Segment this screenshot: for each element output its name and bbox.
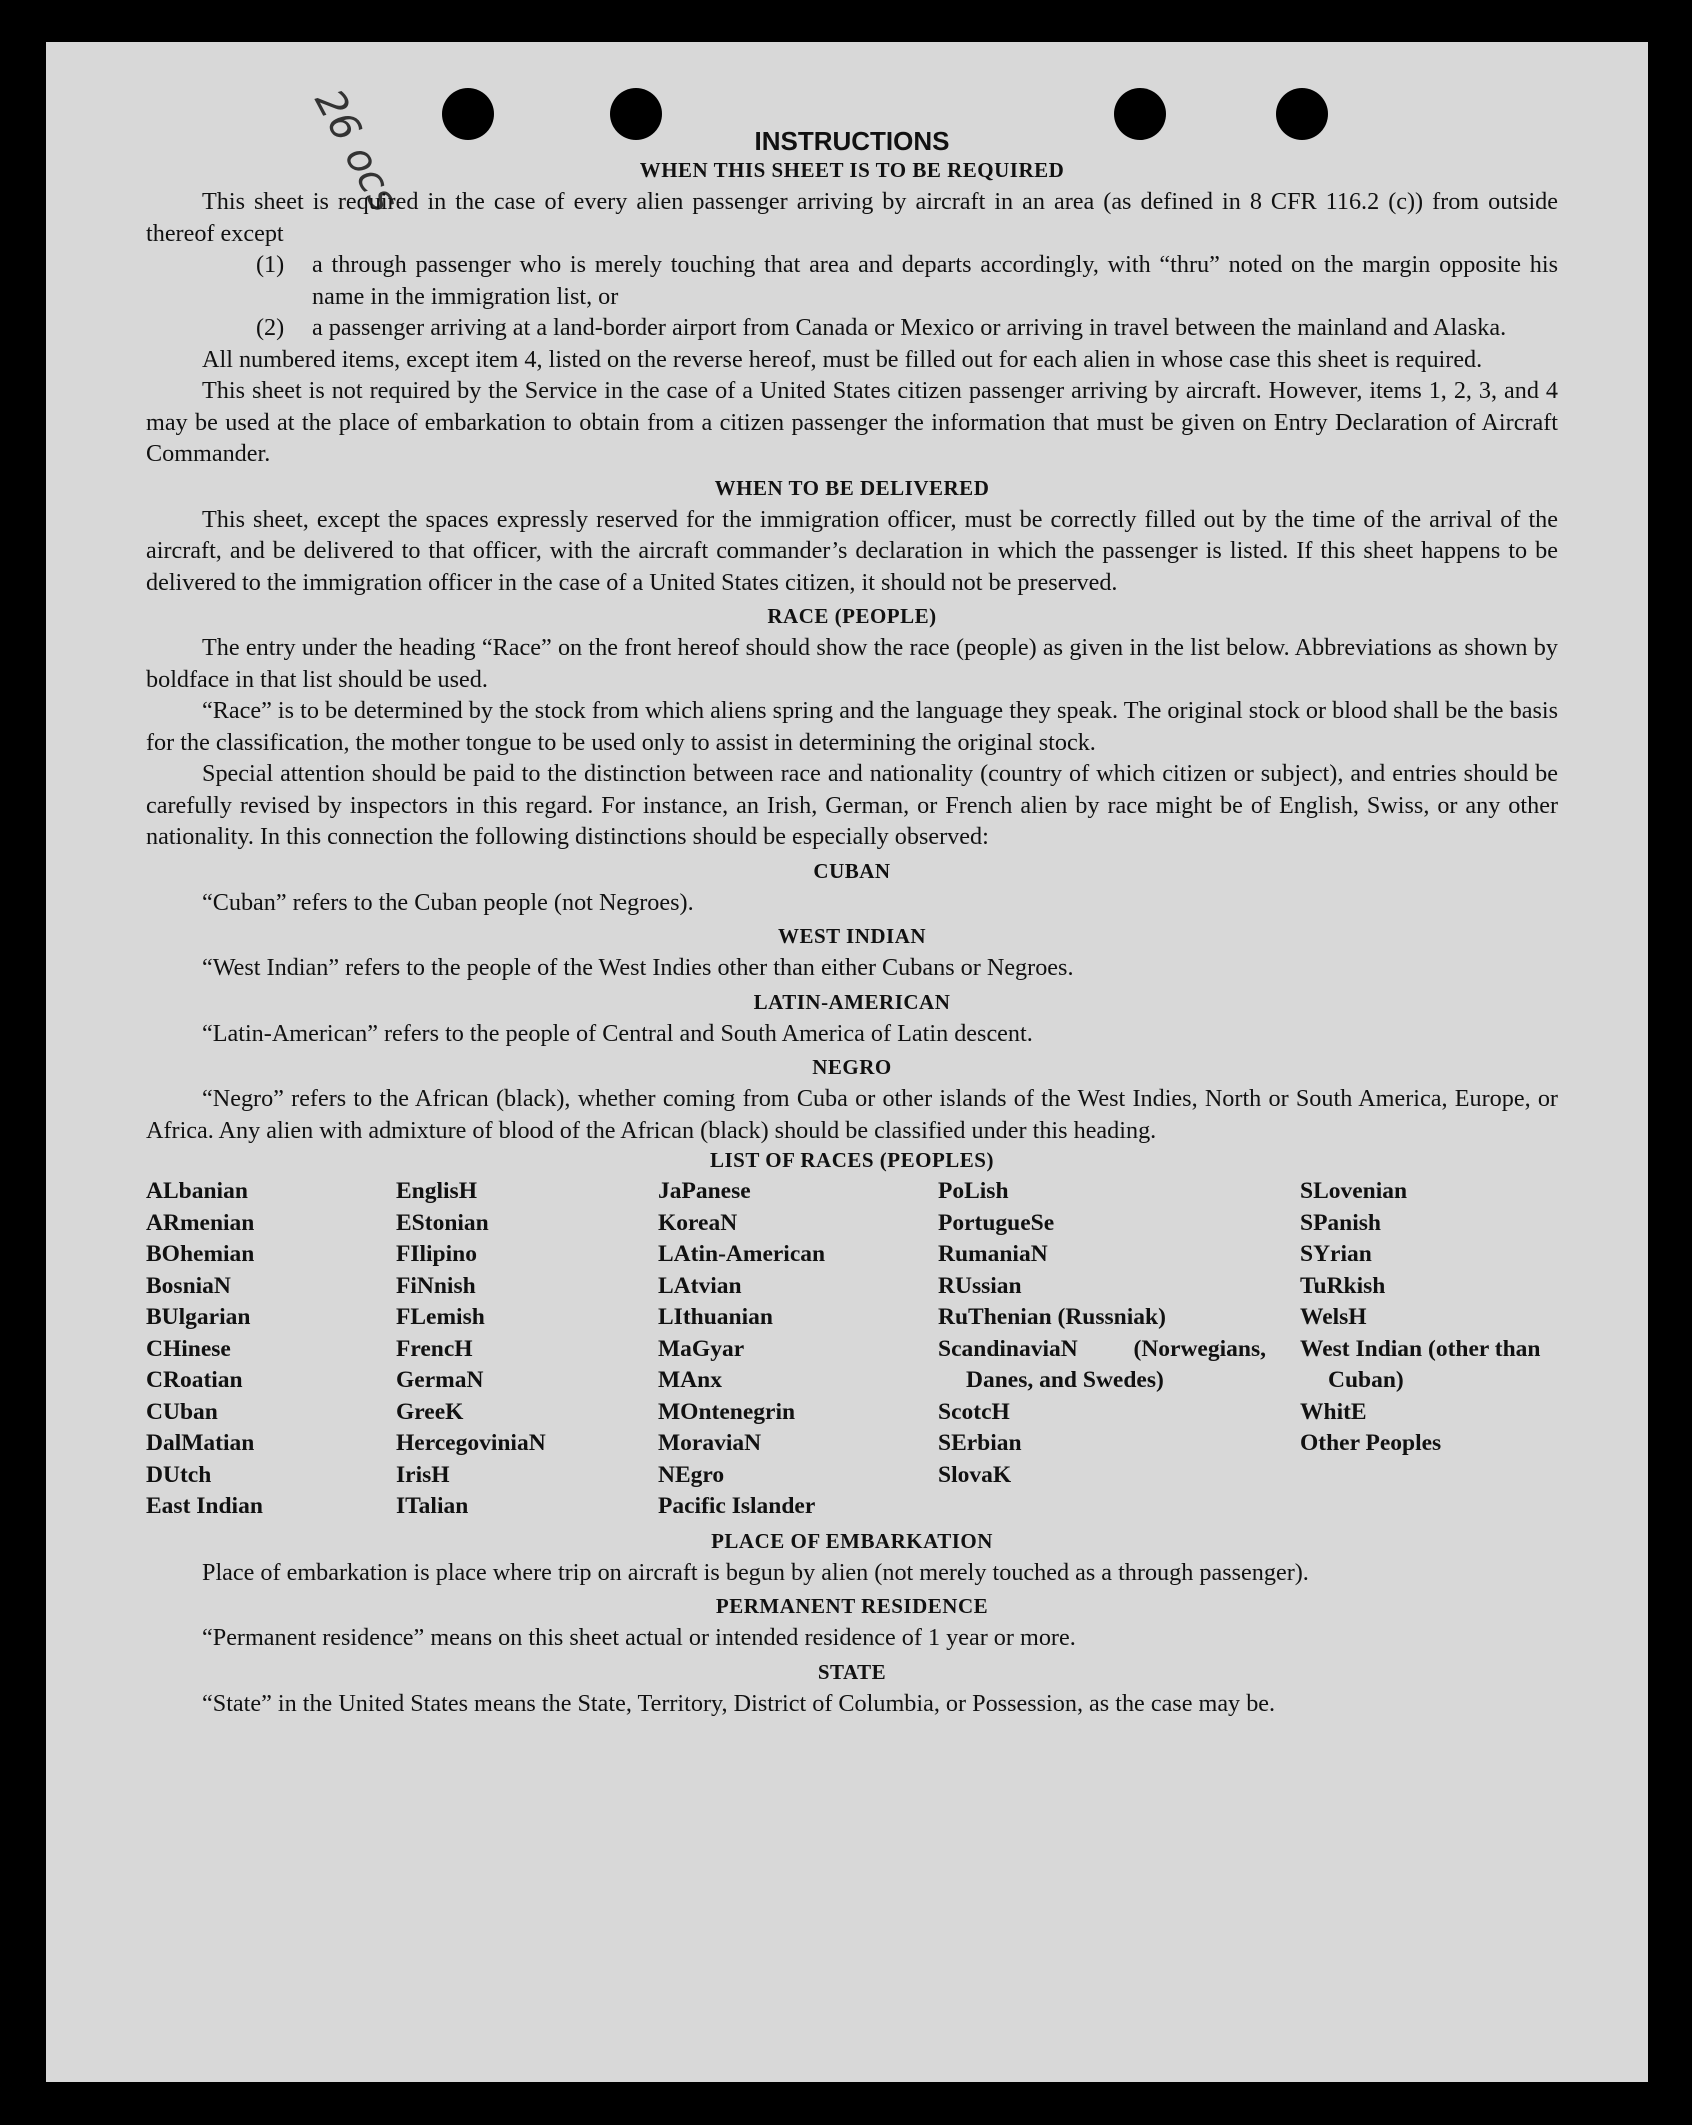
race-entry: IrisH (396, 1461, 450, 1488)
section-heading-place-of-embarkation: PLACE OF EMBARKATION (711, 1528, 993, 1553)
paragraph: “Latin-American” refers to the people of Central and South America of Latin descent. (202, 1019, 1033, 1047)
race-entry: LIthuanian (658, 1304, 773, 1330)
race-entry: SLovenian (1300, 1178, 1408, 1204)
item-text: a through passenger who is merely touching that area and departs accordingly, with “thru” noted on the margin opposite his name in the immigration list, or (312, 251, 1558, 310)
race-entry: JaPanese (658, 1178, 751, 1204)
paragraph: “West Indian” refers to the people of the West Indies other than either Cubans or Negroes. (202, 954, 1074, 981)
race-entry: MOntenegrin (658, 1398, 796, 1425)
paragraph: This sheet is required in the case of every alien passenger arriving by aircraft in an area (as defined in 8 CFR 116.2 (c)) from outside thereof except (146, 188, 1558, 247)
race-entry: SErbian (938, 1430, 1022, 1456)
section-heading-permanent-residence: PERMANENT RESIDENCE (715, 1594, 989, 1618)
paragraph: “State” in the United States means the State, Territory, District of Columbia, or Possession, as the case may be. (202, 1689, 1276, 1717)
race-entry: SPanish (1300, 1209, 1381, 1236)
race-entry: NEgro (658, 1461, 725, 1488)
race-entry: GreeK (396, 1398, 464, 1425)
paragraph: All numbered items, except item 4, listed on the reverse hereof, must be filled out for each alien in whose case this sheet is required. (202, 345, 1483, 373)
paragraph: The entry under the heading “Race” on the front hereof should show the race (people) as given in the list below. Abbreviations as shown by boldface in that list should be used. (146, 634, 1558, 693)
paragraph: This sheet is not required by the Service in the case of a United States citizen passenger arriving by aircraft. However, items 1, 2, 3, and 4 may be used at the place of embarkation to obtain from a citizen passenger the information that must be given on Entry Declaration of Aircraft Commander. (146, 377, 1558, 467)
race-entry: DalMatian (146, 1430, 255, 1456)
race-entry: CUban (146, 1398, 218, 1425)
section-heading-cuban: CUBAN (813, 858, 891, 883)
race-entry: West Indian (other than Cuban) (1300, 1335, 1541, 1393)
race-entry: RumaniaN (938, 1241, 1048, 1267)
race-entry: FiNnish (396, 1272, 476, 1299)
paragraph: “Cuban” refers to the Cuban people (not Negroes). (202, 888, 694, 916)
races-column (146, 1176, 396, 1523)
race-entry: BOhemian (146, 1241, 255, 1267)
race-entry: EnglisH (396, 1178, 477, 1204)
race-entry: Other Peoples (1300, 1430, 1442, 1456)
race-entry: FLemish (396, 1304, 485, 1330)
section-heading-when-delivered: WHEN TO BE DELIVERED (714, 475, 990, 500)
race-entry: Pacific Islander (658, 1493, 816, 1519)
section-heading-state: STATE (817, 1659, 887, 1684)
item-number: (2) (256, 314, 285, 341)
item-text: a passenger arriving at a land-border airport from Canada or Mexico or arriving in travel between the mainland and Alaska. (312, 314, 1507, 341)
section-heading-when-required: WHEN THIS SHEET IS TO BE REQUIRED (639, 158, 1065, 182)
race-entry: FrencH (396, 1335, 473, 1362)
instructions-body (146, 122, 1558, 1719)
races-column (938, 1176, 1300, 1523)
section-heading-west-indian: WEST INDIAN (777, 924, 927, 948)
section-heading-list-of-races: LIST OF RACES (PEOPLES) (710, 1148, 994, 1172)
race-entry: SYrian (1300, 1241, 1372, 1267)
race-entry: TuRkish (1300, 1272, 1386, 1299)
section-heading-latin-american: LATIN-AMERICAN (753, 989, 951, 1014)
race-entry: SlovaK (938, 1461, 1012, 1488)
race-entry: MaGyar (658, 1335, 745, 1362)
race-entry: WhitE (1300, 1398, 1367, 1425)
race-entry: CHinese (146, 1335, 231, 1362)
race-entry: GermaN (396, 1367, 484, 1393)
paragraph: Place of embarkation is place where trip on aircraft is begun by alien (not merely touched as a through passenger). (202, 1558, 1309, 1586)
race-entry: ITalian (396, 1493, 469, 1519)
race-entry: PortugueSe (938, 1209, 1055, 1236)
paragraph: “Race” is to be determined by the stock from which aliens spring and the language they speak. The original stock or blood shall be the basis for the classification, the mother tongue to be used only to assist in determining the original stock. (146, 697, 1558, 756)
race-entry: CRoatian (146, 1367, 243, 1393)
race-entry: MoraviaN (658, 1430, 762, 1456)
race-entry: DUtch (146, 1461, 212, 1488)
page-title: INSTRUCTIONS (754, 126, 950, 156)
item-number: (1) (256, 251, 285, 278)
race-entry: LAtvian (658, 1272, 742, 1299)
race-entry: ScotcH (938, 1398, 1010, 1425)
race-entry: ARmenian (146, 1209, 255, 1236)
race-entry: LAtin-American (658, 1241, 826, 1267)
races-column (1300, 1176, 1558, 1523)
race-entry: RUssian (938, 1272, 1022, 1299)
race-entry: RuThenian (Russniak) (938, 1304, 1166, 1330)
list-item (256, 249, 1558, 312)
handwritten-note: 26 ocs (305, 82, 408, 220)
race-entry: HercegoviniaN (396, 1430, 546, 1456)
paragraph: “Negro” refers to the African (black), whether coming from Cuba or other islands of the West Indies, North or South America, Europe, or Africa. Any alien with admixture of blood of the African (black) should be classified under this heading. (146, 1085, 1558, 1144)
document-sheet (46, 42, 1648, 2082)
race-entry: KoreaN (658, 1209, 738, 1236)
races-column (658, 1176, 938, 1523)
race-entry: PoLish (938, 1178, 1009, 1204)
race-entry: WelsH (1300, 1304, 1367, 1330)
section-heading-race: RACE (PEOPLE) (767, 604, 937, 628)
race-entry: ALbanian (146, 1178, 248, 1204)
list-item (256, 312, 1558, 344)
race-entry: MAnx (658, 1367, 722, 1393)
paragraph: This sheet, except the spaces expressly reserved for the immigration officer, must be correctly filled out by the time of the arrival of the aircraft, and be delivered to that officer, with the aircraft commander’s declaration in which the passenger is listed. If this sheet happens to be delivered to the immigration officer in the case of a United States citizen, it should not be preserved. (146, 505, 1558, 596)
races-column (396, 1176, 658, 1523)
race-entry: BosniaN (146, 1272, 231, 1299)
paragraph: Special attention should be paid to the distinction between race and nationality (country of which citizen or subject), and entries should be carefully revised by inspectors in this regard. For instance, an Irish, German, or French alien by race might be of English, Swiss, or any other nationality. In this connection the following distinctions should be especially observed: (146, 760, 1558, 850)
race-entry: East Indian (146, 1493, 263, 1519)
race-entry: ScandinaviaN (Norwegians, Danes, and Swedes) (938, 1335, 1266, 1393)
race-entry: EStonian (396, 1209, 489, 1236)
race-entry: FIlipino (396, 1241, 477, 1267)
paragraph: “Permanent residence” means on this sheet actual or intended residence of 1 year or more. (202, 1624, 1076, 1651)
races-list (146, 1176, 1558, 1523)
section-heading-negro: NEGRO (812, 1055, 892, 1079)
race-entry: BUlgarian (146, 1304, 251, 1330)
